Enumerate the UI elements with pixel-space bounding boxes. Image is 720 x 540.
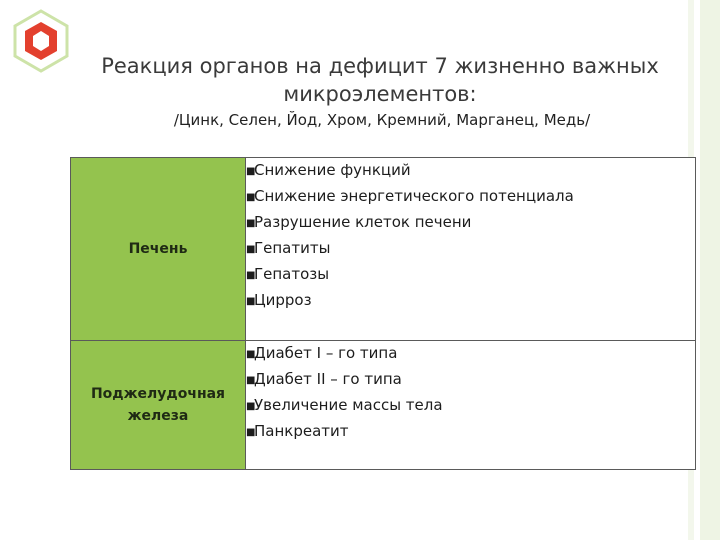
effect-text: Диабет II – го типа [254,370,402,388]
square-bullet-icon: ■ [246,270,256,281]
organ-effects-table [70,157,696,470]
effect-text: Гепатиты [254,239,331,257]
list-item [246,341,695,367]
square-bullet-icon: ■ [246,296,256,307]
hexagon-logo-icon [8,8,74,74]
square-bullet-icon: ■ [246,192,256,203]
effect-text: Панкреатит [254,422,349,440]
square-bullet-icon: ■ [246,218,256,229]
list-item [246,393,695,419]
list-item [246,262,695,288]
effect-text: Увеличение массы тела [254,396,443,414]
organ-name: Поджелудочная железа [71,341,246,470]
effects-cell [246,158,696,341]
list-item [246,158,695,184]
effect-text: Гепатозы [254,265,330,283]
square-bullet-icon: ■ [246,166,256,177]
list-item [246,419,695,445]
square-bullet-icon: ■ [246,427,256,438]
square-bullet-icon: ■ [246,375,256,386]
effect-text: Цирроз [254,291,312,309]
table-row [71,158,696,341]
list-item [246,367,695,393]
effect-text: Диабет I – го типа [254,344,398,362]
square-bullet-icon: ■ [246,244,256,255]
effects-cell [246,341,696,470]
effects-list [246,341,695,445]
background-stripe [700,0,720,540]
effect-text: Разрушение клеток печени [254,213,472,231]
slide-title: Реакция органов на дефицит 7 жизненно важных микроэлементов: [101,54,659,106]
list-item [246,210,695,236]
effects-list [246,158,695,314]
square-bullet-icon: ■ [246,349,256,360]
organ-name: Печень [71,158,246,341]
effect-text: Снижение функций [254,161,411,179]
list-item [246,184,695,210]
square-bullet-icon: ■ [246,401,256,412]
list-item [246,288,695,314]
slide-subtitle: /Цинк, Селен, Йод, Хром, Кремний, Марганец, Медь/ [173,111,591,129]
table-row [71,341,696,470]
effect-text: Снижение энергетического потенциала [254,187,574,205]
list-item [246,236,695,262]
